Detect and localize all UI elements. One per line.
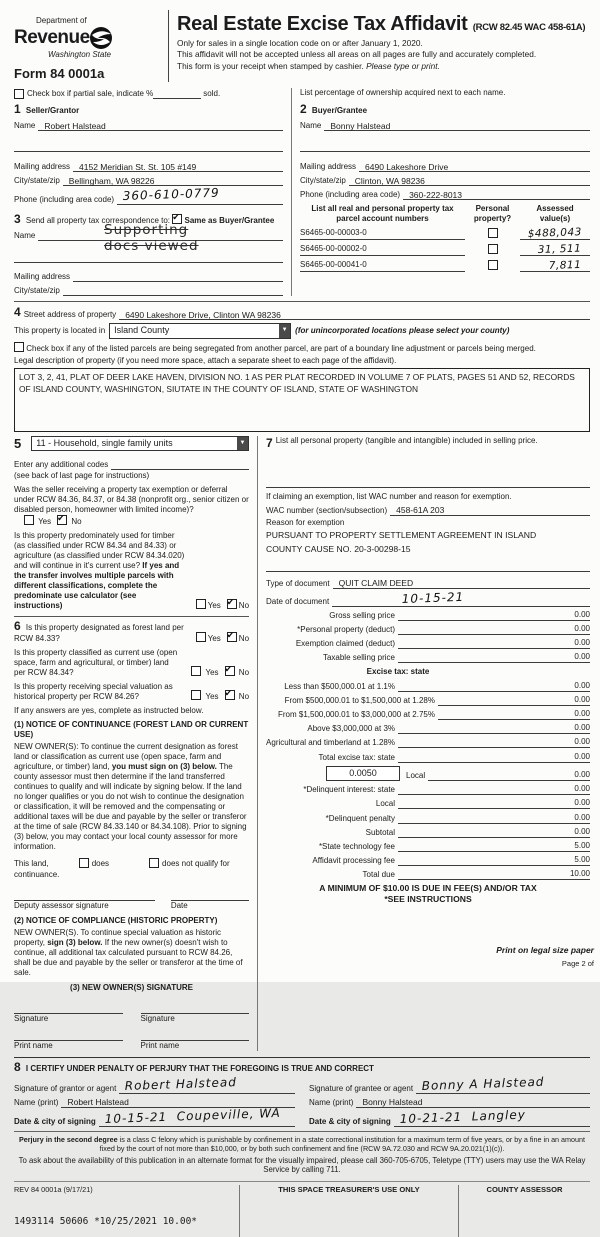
grantee-date-line[interactable] [394, 1107, 590, 1127]
tax-value: 5.00 [548, 841, 590, 852]
print-legal-note: Print on legal size paper [496, 945, 594, 956]
reason-exemption-label: Reason for exemption [266, 517, 345, 527]
tax-label: Agricultural and timberland at 1.28% [266, 738, 395, 748]
tax-value: 0.00 [548, 638, 590, 649]
deputy-signature-label: Deputy assessor signature [14, 900, 109, 910]
header-note-2: This affidavit will not be accepted unless all areas on all pages are fully and accurately completed. [177, 49, 537, 60]
header-divider [168, 10, 169, 82]
tax-value: 0.00 [548, 723, 590, 734]
agency-block [14, 8, 164, 82]
owner-signature-line-2[interactable] [141, 1003, 250, 1014]
owner-signature-line-1[interactable] [14, 1003, 123, 1014]
rev-number: REV 84 0001a (9/17/21) [14, 1185, 93, 1195]
corr-name-label: Name [14, 231, 36, 241]
tax-label: *Delinquent interest: state [303, 785, 395, 795]
section-8-certification [14, 1057, 590, 1127]
section-2-title: Buyer/Grantee [311, 106, 368, 116]
tax-value: 0.00 [548, 681, 590, 692]
tax-line [398, 856, 548, 866]
dept-line: Department of [36, 16, 87, 25]
assessed-value-line[interactable] [520, 242, 590, 256]
segregated-checkbox[interactable] [14, 342, 24, 352]
parcel-table-header [300, 204, 590, 224]
partial-sale-checkbox[interactable] [14, 89, 24, 99]
tax-line [398, 724, 548, 734]
buyer-name-value: Bonny Halstead [330, 120, 391, 131]
certify-statement: I CERTIFY UNDER PENALTY OF PERJURY THAT THE FOREGOING IS TRUE AND CORRECT [25, 1063, 374, 1073]
chevron-down-icon[interactable]: ▼ [237, 437, 248, 450]
tax-label: Affidavit processing fee [312, 856, 395, 866]
seller-city-line[interactable] [63, 175, 283, 186]
grantee-date-city: 10-21-21 Langley [399, 1107, 526, 1126]
section-1-seller [14, 99, 292, 296]
tax-line [398, 639, 548, 649]
tax-label: Local [406, 771, 426, 781]
buyer-mail-label: Mailing address [300, 162, 357, 172]
stamp-text-2: docs viewed [104, 238, 199, 255]
print-name-label: Print name [140, 1040, 180, 1050]
section-7-tax-column [258, 436, 590, 1051]
tax-line [398, 870, 548, 880]
tax-line [398, 828, 548, 838]
does-qualify-checkbox[interactable] [79, 858, 89, 868]
tax-value: 0.00 [548, 610, 590, 621]
grantee-date-label: Date & city of signing [309, 1116, 391, 1126]
tax-line [438, 696, 548, 706]
tax-value: 0.00 [548, 813, 590, 824]
tax-line [398, 814, 548, 824]
perjury-note: Perjury in the second degree is a class C felony which is punishable by confinement in a state correctional institution for a maximum term of five years, or by a fine in an amount fixed by the court of not more than $10,000, or by both such confinement and fine (RCW 9A.72.030 and RCW 9A.20.021(1)(c)). [14, 1131, 590, 1153]
tax-line [438, 710, 548, 720]
chevron-down-icon[interactable]: ▼ [279, 324, 290, 337]
tax-label: From $1,500,000.01 to $3,000,000 at 2.75% [277, 710, 435, 720]
tax-line [398, 738, 548, 748]
grantee-sig-label: Signature of grantee or agent [309, 1083, 414, 1093]
assessed-value-line[interactable] [520, 226, 590, 240]
stamp-text-1: Supporting [104, 222, 189, 239]
grantor-date-label: Date & city of signing [14, 1116, 96, 1126]
buyer-name-label: Name [300, 121, 322, 131]
tax-line [398, 611, 548, 621]
tax-line [398, 653, 548, 663]
same-as-buyer-label: Same as Buyer/Grantee [184, 216, 275, 226]
tax-label: *State technology fee [318, 841, 395, 851]
section-6-number: 6 [14, 618, 21, 633]
assessed-value-3: 7,811 [548, 258, 582, 273]
revenue-logo [88, 26, 114, 50]
tax-value: 0.00 [548, 752, 590, 763]
tax-label: Taxable selling price [322, 653, 395, 663]
parcel-col-assessed: Assessed value(s) [536, 204, 574, 224]
exemption-note: If claiming an exemption, list WAC number and reason for exemption. [266, 491, 512, 501]
type-of-document-value: QUIT CLAIM DEED [338, 578, 414, 589]
reason-line[interactable] [266, 561, 590, 572]
tax-line [398, 682, 548, 692]
seller-phone-label: Phone (including area code) [14, 195, 115, 205]
timber-no-checkbox[interactable] [227, 599, 237, 609]
revenue-wordmark: Revenue [14, 27, 90, 49]
tax-value: 0.00 [548, 827, 590, 838]
seller-mail-value: 4152 Meridian St. St. 105 #149 [79, 161, 197, 172]
grantor-signature: Robert Halstead [124, 1074, 238, 1093]
additional-codes-label: Enter any additional codes [14, 459, 109, 469]
seller-city-label: City/state/zip [14, 176, 60, 186]
section-5 [14, 436, 249, 452]
tax-label: Total due [362, 870, 395, 880]
section-2-buyer [292, 99, 590, 296]
corr-mail-label: Mailing address [14, 272, 71, 282]
parcel-col-numbers: List all real and personal property tax parcel account numbers [311, 204, 454, 224]
grantee-print-name: Bonny Halstead [362, 1097, 423, 1108]
tax-value: 0.00 [548, 784, 590, 795]
tax-line [398, 842, 548, 852]
tty-note: To ask about the availability of this publication in an alternate format for the visually impaired, please call 360-705-6705, Teletype (TTY) users may use the WA Relay Service by calling 711. [18, 1155, 586, 1175]
section-1-number: 1 [14, 102, 21, 117]
section-7-number: 7 [266, 435, 273, 450]
grantor-date-line[interactable] [99, 1105, 295, 1127]
seller-name-line[interactable] [38, 120, 283, 131]
reason-exemption-value: PURSUANT TO PROPERTY SETTLEMENT AGREEMENT IN ISLAND COUNTY CAUSE NO. 20-3-00298-15 [266, 529, 537, 555]
forest-no-checkbox[interactable] [227, 632, 237, 642]
grantor-sig-label: Signature of grantor or agent [14, 1083, 117, 1093]
tax-line [398, 799, 548, 809]
historic-no-checkbox[interactable] [225, 690, 235, 700]
buyer-mail-value: 6490 Lakeshore Drive [365, 161, 449, 172]
tax-label: Gross selling price [329, 610, 395, 620]
washington-state-label: Washington State [48, 50, 112, 59]
tax-value: 0.00 [548, 798, 590, 809]
county-note: (for unincorporated locations please select your county) [295, 325, 510, 335]
section-4-number: 4 [14, 305, 21, 320]
grantee-signature-line[interactable] [416, 1074, 590, 1094]
new-owner-signature-title: (3) NEW OWNER(S) SIGNATURE [70, 982, 193, 992]
buyer-mail-line[interactable] [359, 161, 590, 172]
tax-label: *Delinquent penalty [325, 813, 395, 823]
forest-yes-checkbox[interactable] [196, 632, 206, 642]
personal-property-checkbox-2[interactable] [488, 244, 498, 254]
section-3-number: 3 [14, 212, 21, 227]
county-select[interactable] [109, 323, 291, 338]
signature-label: Signature [14, 1013, 49, 1023]
signature-label: Signature [140, 1013, 175, 1023]
buyer-phone-line[interactable] [403, 189, 590, 200]
does-not-label: does not qualify for [162, 858, 230, 868]
buyer-name-line[interactable] [324, 120, 590, 131]
seller-name-line-2[interactable] [14, 141, 283, 152]
timber-question: Is this property predominately used for timber (as classified under RCW 84.34 and 84.33) or agriculture (as classified under RCW 84.34.020) and will continue in it's current use? If yes and the transfer involves multiple parcels with different classifications, complete the predominate use calculator (see instructions) [14, 530, 185, 610]
parcel-col-personal: Personal property? [473, 204, 512, 224]
section-5-number: 5 [14, 435, 22, 451]
header-note-3: This form is your receipt when stamped by cashier. Please type or print. [177, 60, 440, 71]
tax-label: Exemption claimed (deduct) [295, 639, 395, 649]
tax-value: 0.00 [548, 770, 590, 781]
grantee-print-label: Name (print) [309, 1097, 354, 1107]
if-yes-note: If any answers are yes, complete as instructed below. [14, 705, 204, 715]
tax-value: 10.00 [548, 869, 590, 880]
grantor-date-city: 10-15-21 Coupeville, WA [104, 1105, 281, 1126]
grantor-signature-line[interactable] [119, 1074, 295, 1094]
current-use-no-checkbox[interactable] [225, 666, 235, 676]
deputy-signature-line[interactable] [14, 890, 155, 901]
notice-1-body: NEW OWNER(S): To continue the current designation as forest land or classification as current use (open space, farm and agriculture, or timber) land, you must sign on (3) below. The county assessor must then determine if the land transferred continues to qualify and will indicate by signing below. If the land no longer qualifies or you do not wish to continue the designation or classification, it will be removed and the compensating or additional taxes will be due and payable by the seller or transferor at the time of sale (RCW 84.33.140 or 84.34.108). Prior to signing (3) below, you may contact your local county assessor for more information. [14, 741, 247, 851]
legal-description-value: LOT 3, 2, 41, PLAT OF DEER LAKE HAVEN, DIVISION NO. 1 AS PER PLAT RECORDED IN VOLUME 7 OF PLATS, PAGES 51 AND 52, RECORDS OF ISLAND COUNTY, WASHINGTON, SIUTATE IN THE COUNTY OF ISLAND, STATE OF WASHINGTON [19, 371, 575, 395]
county-assessor-label: COUNTY ASSESSOR [486, 1185, 563, 1195]
tax-label: Less than $500,000.01 at 1.1% [284, 681, 395, 691]
page-title: Real Estate Excise Tax Affidavit [177, 13, 468, 35]
buyer-city-line[interactable] [349, 175, 590, 186]
seller-phone-line[interactable] [117, 185, 283, 205]
legal-description-box[interactable] [14, 368, 590, 432]
segregated-label: Check box if any of the listed parcels are being segregated from another parcel, are part of a boundary line adjustment or parcels being merged. [26, 343, 536, 353]
deputy-date-label: Date [170, 900, 188, 910]
seller-name-value: Robert Halstead [44, 120, 106, 131]
land-use-select[interactable] [31, 436, 249, 451]
personal-property-label: List all personal property (tangible and intangible) included in selling price. [275, 435, 538, 445]
seller-phone-value: 360-610-0779 [122, 185, 220, 204]
grantee-print-line[interactable] [356, 1097, 590, 1108]
ownership-note: List percentage of ownership acquired next to each name. [300, 88, 506, 98]
type-of-document-label: Type of document [266, 578, 330, 588]
parcel-row [300, 258, 590, 272]
type-of-document-line[interactable] [333, 578, 590, 589]
tax-label: Total excise tax: state [318, 752, 395, 762]
parcel-row [300, 226, 590, 240]
personal-property-checkbox-3[interactable] [488, 260, 498, 270]
tax-value: 0.00 [548, 652, 590, 663]
tax-line [428, 771, 548, 781]
legal-description-label: Legal description of property (if you need more space, attach a separate sheet to each page of the affidavit). [14, 355, 397, 365]
wac-number-line[interactable] [390, 505, 590, 516]
section-3-correspondence [14, 212, 283, 296]
tax-value: 5.00 [548, 855, 590, 866]
see-back-note: (see back of last page for instructions) [14, 470, 150, 480]
section-5-6-column [14, 436, 258, 1051]
tax-label: *Personal property (deduct) [297, 625, 395, 635]
notice-2-title: (2) NOTICE OF COMPLIANCE (HISTORIC PROPERTY) [14, 915, 218, 925]
section-8-number: 8 [14, 1059, 21, 1074]
section-6: 6 Is this property designated as forest land per RCW 84.33? Yes ✔ No Is this property classified as current use (open space, farm and agricultural, or timber) land per RCW 84.34? Yes ✔ No Is this property receiving special valuation as historical property per RCW 84.26? Yes ✔ No If any answers are yes, complete as instructed below. [14, 616, 249, 716]
owner-print-line-1[interactable] [14, 1030, 123, 1041]
seller-name-label: Name [14, 121, 36, 131]
header-note-1: Only for sales in a single location code on or after January 1, 2020. [177, 38, 423, 48]
tax-value: 0.00 [548, 737, 590, 748]
current-use-question: Is this property classified as current use (open space, farm and agricultural, or timber) land per RCW 84.34? [14, 647, 178, 677]
historic-yes-checkbox[interactable] [191, 690, 201, 700]
exemption-no-checkbox[interactable] [57, 515, 67, 525]
street-address-value: 6490 Lakeshore Drive, Clinton WA 98236 [125, 309, 281, 320]
grantor-print-label: Name (print) [14, 1097, 59, 1107]
seller-mail-line[interactable] [73, 161, 283, 172]
forest-land-question: Is this property designated as forest land per RCW 84.33? [14, 622, 184, 643]
page-number: Page 2 of [561, 958, 594, 968]
street-address-label: Street address of property [23, 310, 117, 320]
section-2-number: 2 [300, 102, 307, 117]
does-label: does [91, 858, 110, 868]
additional-codes-line[interactable] [111, 459, 249, 470]
form-header [14, 8, 590, 82]
tax-value: 0.00 [548, 624, 590, 635]
corr-mail-line[interactable] [73, 271, 283, 282]
minimum-due-note: A MINIMUM OF $10.00 IS DUE IN FEE(S) AND/OR TAX [319, 883, 537, 894]
timber-yes-checkbox[interactable] [196, 599, 206, 609]
form-number: Form 84 0001a [14, 66, 105, 81]
land-use-value: 11 - Household, single family units [36, 438, 173, 448]
tax-value: 0.00 [548, 695, 590, 706]
assessed-value-line[interactable] [520, 258, 590, 272]
parcel-row [300, 242, 590, 256]
exemption-yes-checkbox[interactable] [24, 515, 34, 525]
parcel-number: S6465-00-00041-0 [300, 260, 465, 272]
owner-print-line-2[interactable] [141, 1030, 250, 1041]
personal-property-checkbox-1[interactable] [488, 228, 498, 238]
tax-line [398, 625, 548, 635]
date-of-document-line[interactable] [332, 589, 590, 607]
historic-question: Is this property receiving special valuation as historical property per RCW 84.26? [14, 681, 173, 701]
treasurer-use-label: THIS SPACE TREASURER'S USE ONLY [239, 1185, 459, 1237]
personal-property-line[interactable] [266, 477, 590, 488]
grantor-print-name: Robert Halstead [67, 1097, 129, 1108]
tax-label: From $500,000.01 to $1,500,000 at 1.28% [284, 695, 435, 705]
assessed-value-2: 31, 511 [537, 242, 582, 257]
tax-label: Local [375, 799, 395, 809]
seller-city-value: Bellingham, WA 98226 [68, 175, 155, 186]
current-use-yes-checkbox[interactable] [191, 666, 201, 676]
deputy-date-line[interactable] [171, 890, 249, 901]
form-footer [14, 1181, 590, 1237]
tax-label: Subtotal [365, 827, 395, 837]
title-rcw: (RCW 82.45 WAC 458-61A) [472, 22, 586, 33]
located-in-label: This property is located in [14, 325, 106, 335]
buyer-phone-value: 360-222-8013 [409, 189, 463, 200]
tax-value: 0.00 [548, 709, 590, 720]
tax-line [398, 785, 548, 795]
assessed-value-1: $488,043 [527, 226, 582, 241]
this-land-label: This land, [14, 858, 49, 868]
excise-tax-state-header: Excise tax: state [366, 667, 430, 677]
buyer-city-value: Clinton, WA 98236 [354, 175, 425, 186]
parcel-number: S6465-00-00002-0 [300, 244, 465, 256]
print-name-label: Print name [14, 1040, 53, 1050]
wac-number-label: WAC number (section/subsection) [266, 505, 388, 515]
parcel-number: S6465-00-00003-0 [300, 228, 465, 240]
tax-label: Above $3,000,000 at 3% [307, 724, 395, 734]
see-instructions-note: *SEE INSTRUCTIONS [384, 894, 472, 905]
date-of-document-value: 10-15-21 [401, 589, 465, 606]
timber-answer: Yes ✔ No [186, 599, 249, 611]
partial-sale-percent-line[interactable] [153, 88, 201, 99]
seller-mail-label: Mailing address [14, 162, 71, 172]
section-4-property [14, 301, 590, 431]
cashier-stamp: 1493114 50606 *10/25/2021 10.00* [14, 1216, 198, 1228]
county-select-value: Island County [114, 325, 170, 336]
notice-1-title: (1) NOTICE OF CONTINUANCE (FOREST LAND OR CURRENT USE) [14, 719, 249, 739]
corr-city-label: City/state/zip [14, 286, 60, 296]
section-1-title: Seller/Grantor [25, 106, 80, 116]
buyer-city-label: City/state/zip [300, 176, 346, 186]
street-address-line[interactable] [119, 309, 590, 320]
date-of-document-label: Date of document [266, 596, 330, 606]
section-3-intro: Send all property tax correspondence to: [25, 216, 171, 226]
grantee-signature: Bonny A Halstead [421, 1074, 545, 1093]
partial-sale-sold-label: sold. [203, 89, 221, 99]
local-rate-box[interactable]: 0.0050 [326, 766, 400, 781]
wac-number-value: 458-61A 203 [396, 504, 445, 515]
corr-city-line[interactable] [63, 285, 283, 296]
exemption-question: Was the seller receiving a property tax exemption or deferral under RCW 84.36, 84.37, or 84.38 (nonprofit org., senior citizen or disabled person, homeowner with limited income)? Yes ✔ No [14, 485, 249, 527]
partial-sale-label: Check box if partial sale, indicate % [27, 89, 154, 99]
buyer-name-line-2[interactable] [300, 141, 590, 152]
notice-2-body: NEW OWNER(S). To continue special valuation as historic property, sign (3) below. If the new owner(s) doesn't wish to continue, all additional tax calculated pursuant to RCW 84.26, shall be due and payable by the seller or transferor at the time of sale. [14, 927, 243, 977]
does-not-qualify-checkbox[interactable] [149, 858, 159, 868]
tax-line [398, 753, 548, 763]
continuance-label: continuance. [14, 869, 60, 879]
buyer-phone-label: Phone (including area code) [300, 190, 401, 200]
